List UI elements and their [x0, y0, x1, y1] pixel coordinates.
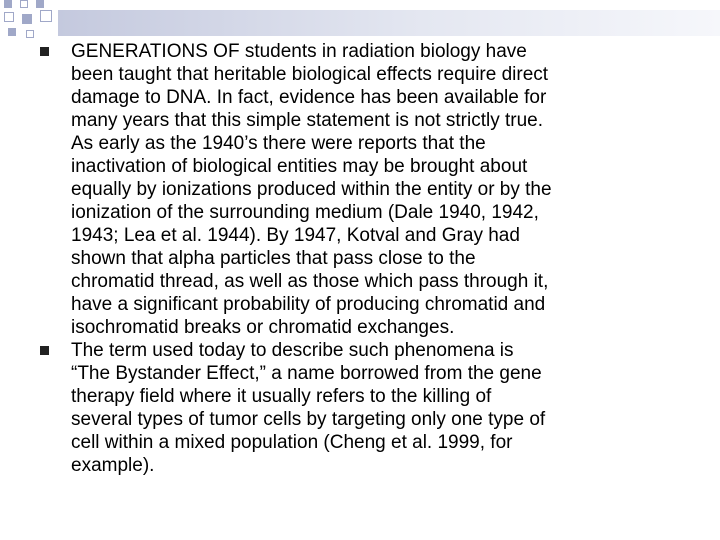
decor-square: [20, 0, 28, 8]
decor-square: [26, 30, 34, 38]
square-bullet-icon: [40, 47, 49, 56]
square-bullet-icon: [40, 346, 49, 355]
decor-square: [4, 12, 14, 22]
decor-square: [8, 28, 16, 36]
decor-square: [40, 10, 52, 22]
decor-square: [4, 0, 12, 8]
header-gradient-bar: [58, 10, 720, 36]
bullet-item: [40, 339, 690, 477]
bullet-item: [40, 40, 690, 339]
bullet-text: GENERATIONS OF students in radiation biology have been taught that heritable biological effects require direct damage to DNA. In fact, evidence has been available for many years that this simple statement is not strictly true. As early as the 1940’s there were reports that the inactivation of biological entities may be brought about equally by ionizations produced within the entity or by the ionization of the surrounding medium (Dale 1940, 1942, 1943; Lea et al. 1944). By 1947, Kotval and Gray had shown that alpha particles that pass close to the chromatid thread, as well as those which pass through it, have a significant probability of producing chromatid and isochromatid breaks or chromatid exchanges.: [71, 41, 552, 338]
decor-square: [22, 14, 32, 24]
decor-square: [36, 0, 44, 8]
bullet-text: The term used today to describe such phenomena is “The Bystander Effect,” a name borrowed from the gene therapy field where it usually refers to the killing of several types of tumor cells by targeting only one type of cell within a mixed population (Cheng et al. 1999, for example).: [71, 340, 546, 476]
slide-body: [40, 40, 690, 477]
